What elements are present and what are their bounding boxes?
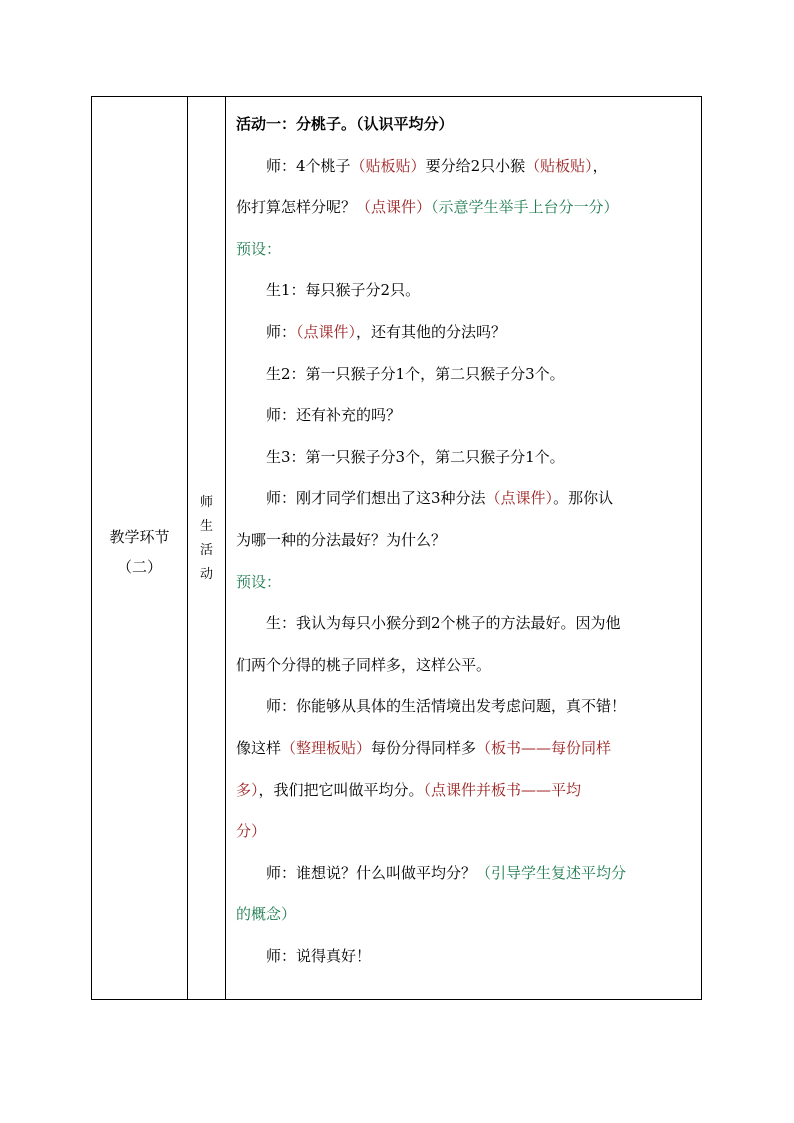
teacher-line-cont: 你打算怎样分呢？（点课件）（示意学生举手上台分一分）: [236, 198, 619, 217]
activity-type-char: 师: [199, 495, 213, 510]
section-cell: [92, 97, 188, 999]
lesson-content: [236, 104, 698, 977]
preset-label: 预设：: [236, 572, 282, 591]
activity-type-cell: [188, 97, 226, 999]
preset-label: 预设：: [236, 239, 282, 258]
teacher-line-cont: 多），我们把它叫做平均分。（点课件并板书——平均: [236, 780, 582, 799]
teacher-line-cont: 的概念）: [236, 905, 297, 924]
teacher-line-cont: 为哪一种的分法最好？为什么？: [236, 530, 447, 549]
activity-type-label: [188, 491, 225, 587]
activity-type-char: 生: [199, 519, 213, 534]
teacher-line: 师：刚才同学们想出了这3种分法（点课件）。那你认: [266, 489, 614, 508]
student-line: 生3：第一只猴子分3个，第二只猴子分1个。: [266, 447, 565, 466]
content-cell: [226, 97, 701, 999]
teacher-line: 师：说得真好！: [266, 946, 372, 965]
teacher-line-cont: 分）: [236, 822, 267, 841]
section-label-line1: 教学环节: [109, 528, 170, 546]
teacher-line-cont: 像这样（整理板贴）每份分得同样多（板书——每份同样: [236, 738, 612, 757]
student-line: 生1：每只猴子分2只。: [266, 281, 421, 300]
activity-title: 活动一：分桃子。（认识平均分）: [236, 115, 454, 133]
teacher-line: 师：还有补充的吗？: [266, 406, 402, 425]
section-label-line2: （二）: [116, 558, 162, 576]
section-label: [92, 522, 187, 582]
activity-type-char: 活: [199, 543, 213, 558]
student-line: 生：我认为每只小猴分到2个桃子的方法最好。因为他: [266, 614, 621, 633]
lesson-table: [91, 96, 702, 1000]
student-line-cont: 们两个分得的桃子同样多，这样公平。: [236, 655, 492, 674]
teacher-line: 师：你能够从具体的生活情境出发考虑问题，真不错！: [266, 697, 627, 716]
teacher-line: 师：（点课件），还有其他的分法吗？: [266, 322, 507, 341]
student-line: 生2：第一只猴子分1个，第二只猴子分3个。: [266, 364, 565, 383]
activity-type-char: 动: [199, 567, 213, 582]
teacher-line: 师：谁想说？什么叫做平均分？（引导学生复述平均分: [266, 863, 627, 882]
teacher-line: 师：4个桃子（贴板贴）要分给2只小猴（贴板贴），: [266, 156, 608, 175]
